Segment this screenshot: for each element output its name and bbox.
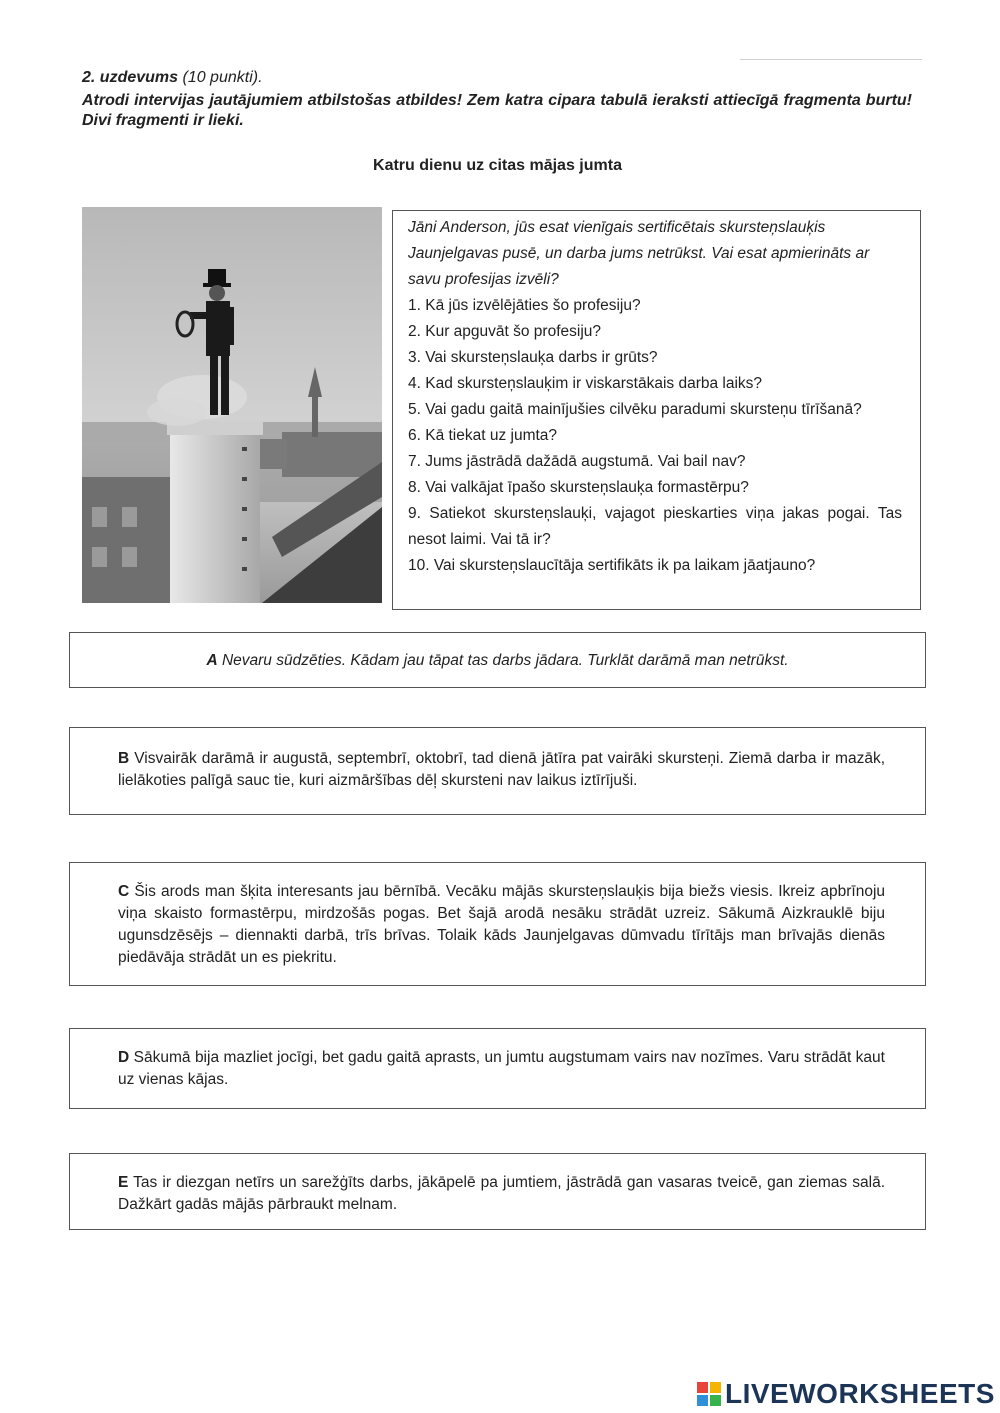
- task-number: 2. uzdevums: [82, 69, 179, 86]
- fragment-d: [69, 1028, 926, 1109]
- fragment-text: Šis arods man šķita interesants jau bērnībā. Vecāku mājās skursteņslauķis bija biežs viesis. Ikreiz apbrīnoju viņa skaisto formastērpu, mirdzošās pogas. Bet šajā arodā nesāku strādāt uzreiz. Sākumā Aizkrauklē biju ugunsdzēsējs – diennakti darbā, trīs brīvas. Tolaik kāds Jaunjelgavas dūmvadu tīrītājs man brīvajās dienās piedāvāja strādāt un es piekritu.: [118, 883, 886, 966]
- logo-square: [710, 1395, 721, 1406]
- article-title: Katru dienu uz citas mājas jumta: [373, 157, 622, 174]
- liveworksheets-brand: [697, 1378, 995, 1410]
- fragment-b: [69, 727, 926, 815]
- question-item: 2. Kur apguvāt šo profesiju?: [408, 323, 602, 340]
- fragment-text: Sākumā bija mazliet jocīgi, bet gadu gaitā aprasts, un jumtu augstumam vairs nav nozīmes. Varu strādāt kaut uz vienas kājas.: [118, 1049, 885, 1088]
- logo-square: [697, 1382, 708, 1393]
- fragment-text: Visvairāk darāmā ir augustā, septembrī, oktobrī, tad dienā jātīra pat vairāki skursteņi. Ziemā darba ir mazāk, lielākoties palīgā sauc tie, kuri aizmāršības dēļ skursteni nav laikus iztīrījuši.: [118, 750, 886, 789]
- interview-intro: Jāni Anderson, jūs esat vienīgais sertificētais skursteņslauķis Jaunjelgavas pusē, un darba jums netrūkst. Vai esat apmierināts ar savu profesijas izvēli?: [408, 219, 870, 288]
- fragment-letter: C: [118, 883, 130, 900]
- header-rule: [740, 59, 922, 60]
- interview-questions: [392, 210, 921, 610]
- logo-square: [697, 1395, 708, 1406]
- question-item: 7. Jums jāstrādā dažādā augstumā. Vai bail nav?: [408, 453, 746, 470]
- fragment-c: [69, 862, 926, 986]
- fragment-letter: E: [118, 1174, 129, 1191]
- fragment-letter: D: [118, 1049, 130, 1066]
- question-item: 4. Kad skursteņslauķim ir viskarstākais darba laiks?: [408, 375, 763, 392]
- fragment-text: Nevaru sūdzēties. Kādam jau tāpat tas darbs jādara. Turklāt darāmā man netrūkst.: [221, 652, 789, 669]
- fragment-a: [69, 632, 926, 688]
- question-item: 9. Satiekot skursteņslauķi, vajagot pieskarties viņa jakas pogai. Tas nesot laimi. Vai tā ir?: [408, 505, 902, 548]
- logo-square: [710, 1382, 721, 1393]
- fragment-text: Tas ir diezgan netīrs un sarežģīts darbs, jākāpelē pa jumtiem, jāstrādā gan vasaras tveicē, gan ziemas salā. Dažkārt gadās mājās pārbraukt melnam.: [118, 1174, 885, 1213]
- question-item: 6. Kā tiekat uz jumta?: [408, 427, 558, 444]
- task-header: [82, 68, 912, 88]
- question-item: 5. Vai gadu gaitā mainījušies cilvēku paradumi skursteņu tīrīšanā?: [408, 401, 862, 418]
- fragment-letter: B: [118, 750, 130, 767]
- chimney-sweep-photo: [82, 207, 382, 603]
- question-item: 8. Vai valkājat īpašo skursteņslauķa formastērpu?: [408, 479, 749, 496]
- liveworksheets-logo-icon: [697, 1382, 721, 1406]
- task-points: (10 punkti).: [182, 69, 263, 86]
- fragment-letter: A: [206, 652, 218, 669]
- question-item: 3. Vai skursteņslauķa darbs ir grūts?: [408, 349, 658, 366]
- task-instruction: Atrodi intervijas jautājumiem atbilstošas atbildes! Zem katra cipara tabulā ieraksti attiecīgā fragmenta burtu! Divi fragmenti ir lieki.: [82, 92, 912, 129]
- fragment-e: [69, 1153, 926, 1230]
- question-item: 10. Vai skursteņslaucītāja sertifikāts ik pa laikam jāatjauno?: [408, 557, 816, 574]
- question-item: 1. Kā jūs izvēlējāties šo profesiju?: [408, 297, 641, 314]
- brand-name: LIVEWORKSHEETS: [725, 1378, 995, 1409]
